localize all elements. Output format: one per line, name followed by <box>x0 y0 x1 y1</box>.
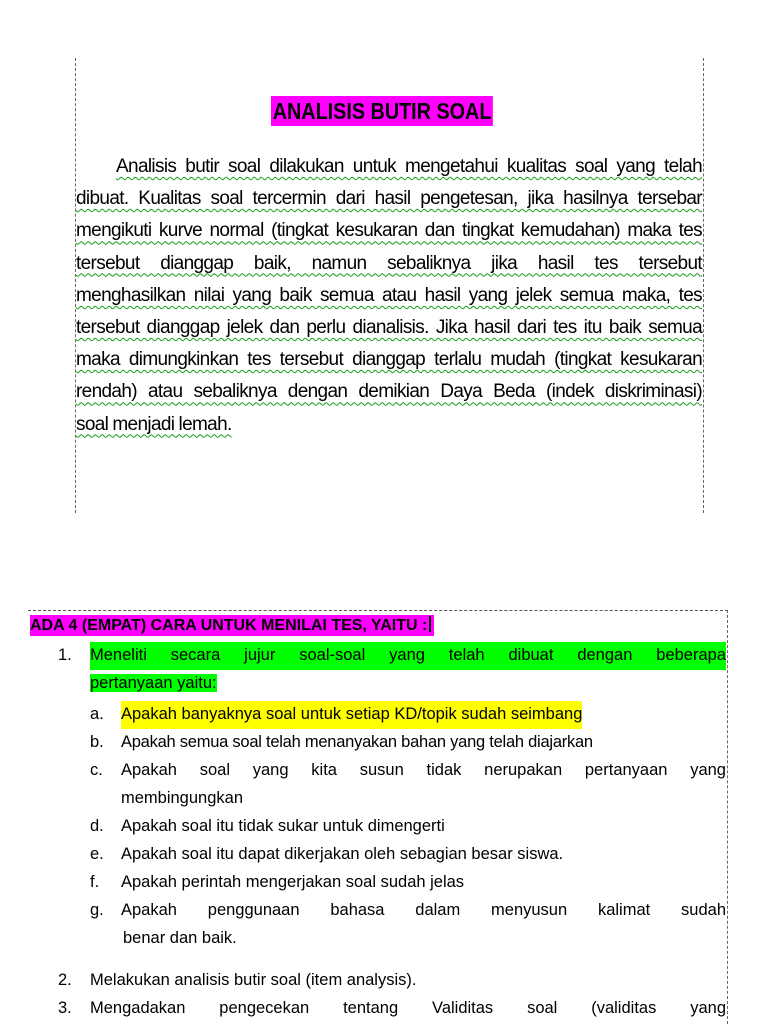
list-number: 1. <box>58 646 72 664</box>
sub-item-g: g. Apakah penggunaan bahasa dalam menyusun kalimat sudah benar dan baik. <box>90 901 726 947</box>
page-fragment-bottom: ADA 4 (EMPAT) CARA UNTUK MENILAI TES, YAITU : 1. Meneliti secara jujur soal-soal yang telah dibuat dengan beberapa pertanyaan yaitu: a. Apakah banyaknya soal untuk setiap KD/topik sudah seimbang b. Apakah semua soal telah menanyakan bahan yang telah diajarkan c. Apakah soal yang kita susun tidak nerupakan pertanyaan yang membingungkan d. Apakah soal itu tidak sukar untuk dimengerti e. Apakah soal itu dapat dikerjakan oleh sebagian besar siswa. f. Apakah perintah mengerjakan soal sudah jelas g. Apakah penggunaan bahasa dalam menyusun kalimat sudah benar dan baik. 2. Melakukan analisis butir soal (item analysis). 3. Mengadakan pengecekan tentang Validitas soal (validitas yang <box>0 600 768 1024</box>
list-item-text: Meneliti secara jujur soal-soal yang telah dibuat dengan beberapa pertanyaan yaitu: <box>90 642 726 698</box>
section-heading: ADA 4 (EMPAT) CARA UNTUK MENILAI TES, YAITU : <box>30 615 434 636</box>
paragraph-analisis <box>76 151 702 441</box>
paragraph-line: menghasilkan nilai yang baik semua atau hasil yang jelek semua maka, tes <box>76 284 702 306</box>
page-top-margin <box>28 610 728 611</box>
document-title: ANALISIS BUTIR SOAL <box>272 98 492 124</box>
paragraph-line: tersebut dianggap jelek dan perlu dianalisis. Jika hasil dari tes itu baik semua <box>76 317 702 339</box>
paragraph-line: Analisis butir soal dilakukan untuk mengetahui kualitas soal yang telah <box>116 156 702 177</box>
paragraph-line: maka dimungkinkan tes tersebut dianggap terlalu mudah (tingkat kesukaran <box>76 349 702 371</box>
paragraph-line: dibuat. Kualitas soal tercermin dari hasil pengetesan, jika hasilnya tersebar <box>76 188 702 210</box>
text-cursor <box>429 616 431 632</box>
paragraph-line: tersebut dianggap baik, namun sebaliknya jika hasil tes tersebut <box>76 252 702 274</box>
list-item-1 <box>58 642 728 702</box>
paragraph-line: soal menjadi lemah. <box>76 413 232 435</box>
page-margin-right <box>703 58 704 513</box>
paragraph-line: rendah) atau sebaliknya dengan demikian Daya Beda (indek diskriminasi) <box>76 381 702 403</box>
paragraph-line: mengikuti kurve normal (tingkat kesukaran dan tingkat kemudahan) maka tes <box>76 220 702 242</box>
sub-item-c: c. Apakah soal yang kita susun tidak nerupakan pertanyaan yang membingungkan <box>90 761 726 807</box>
